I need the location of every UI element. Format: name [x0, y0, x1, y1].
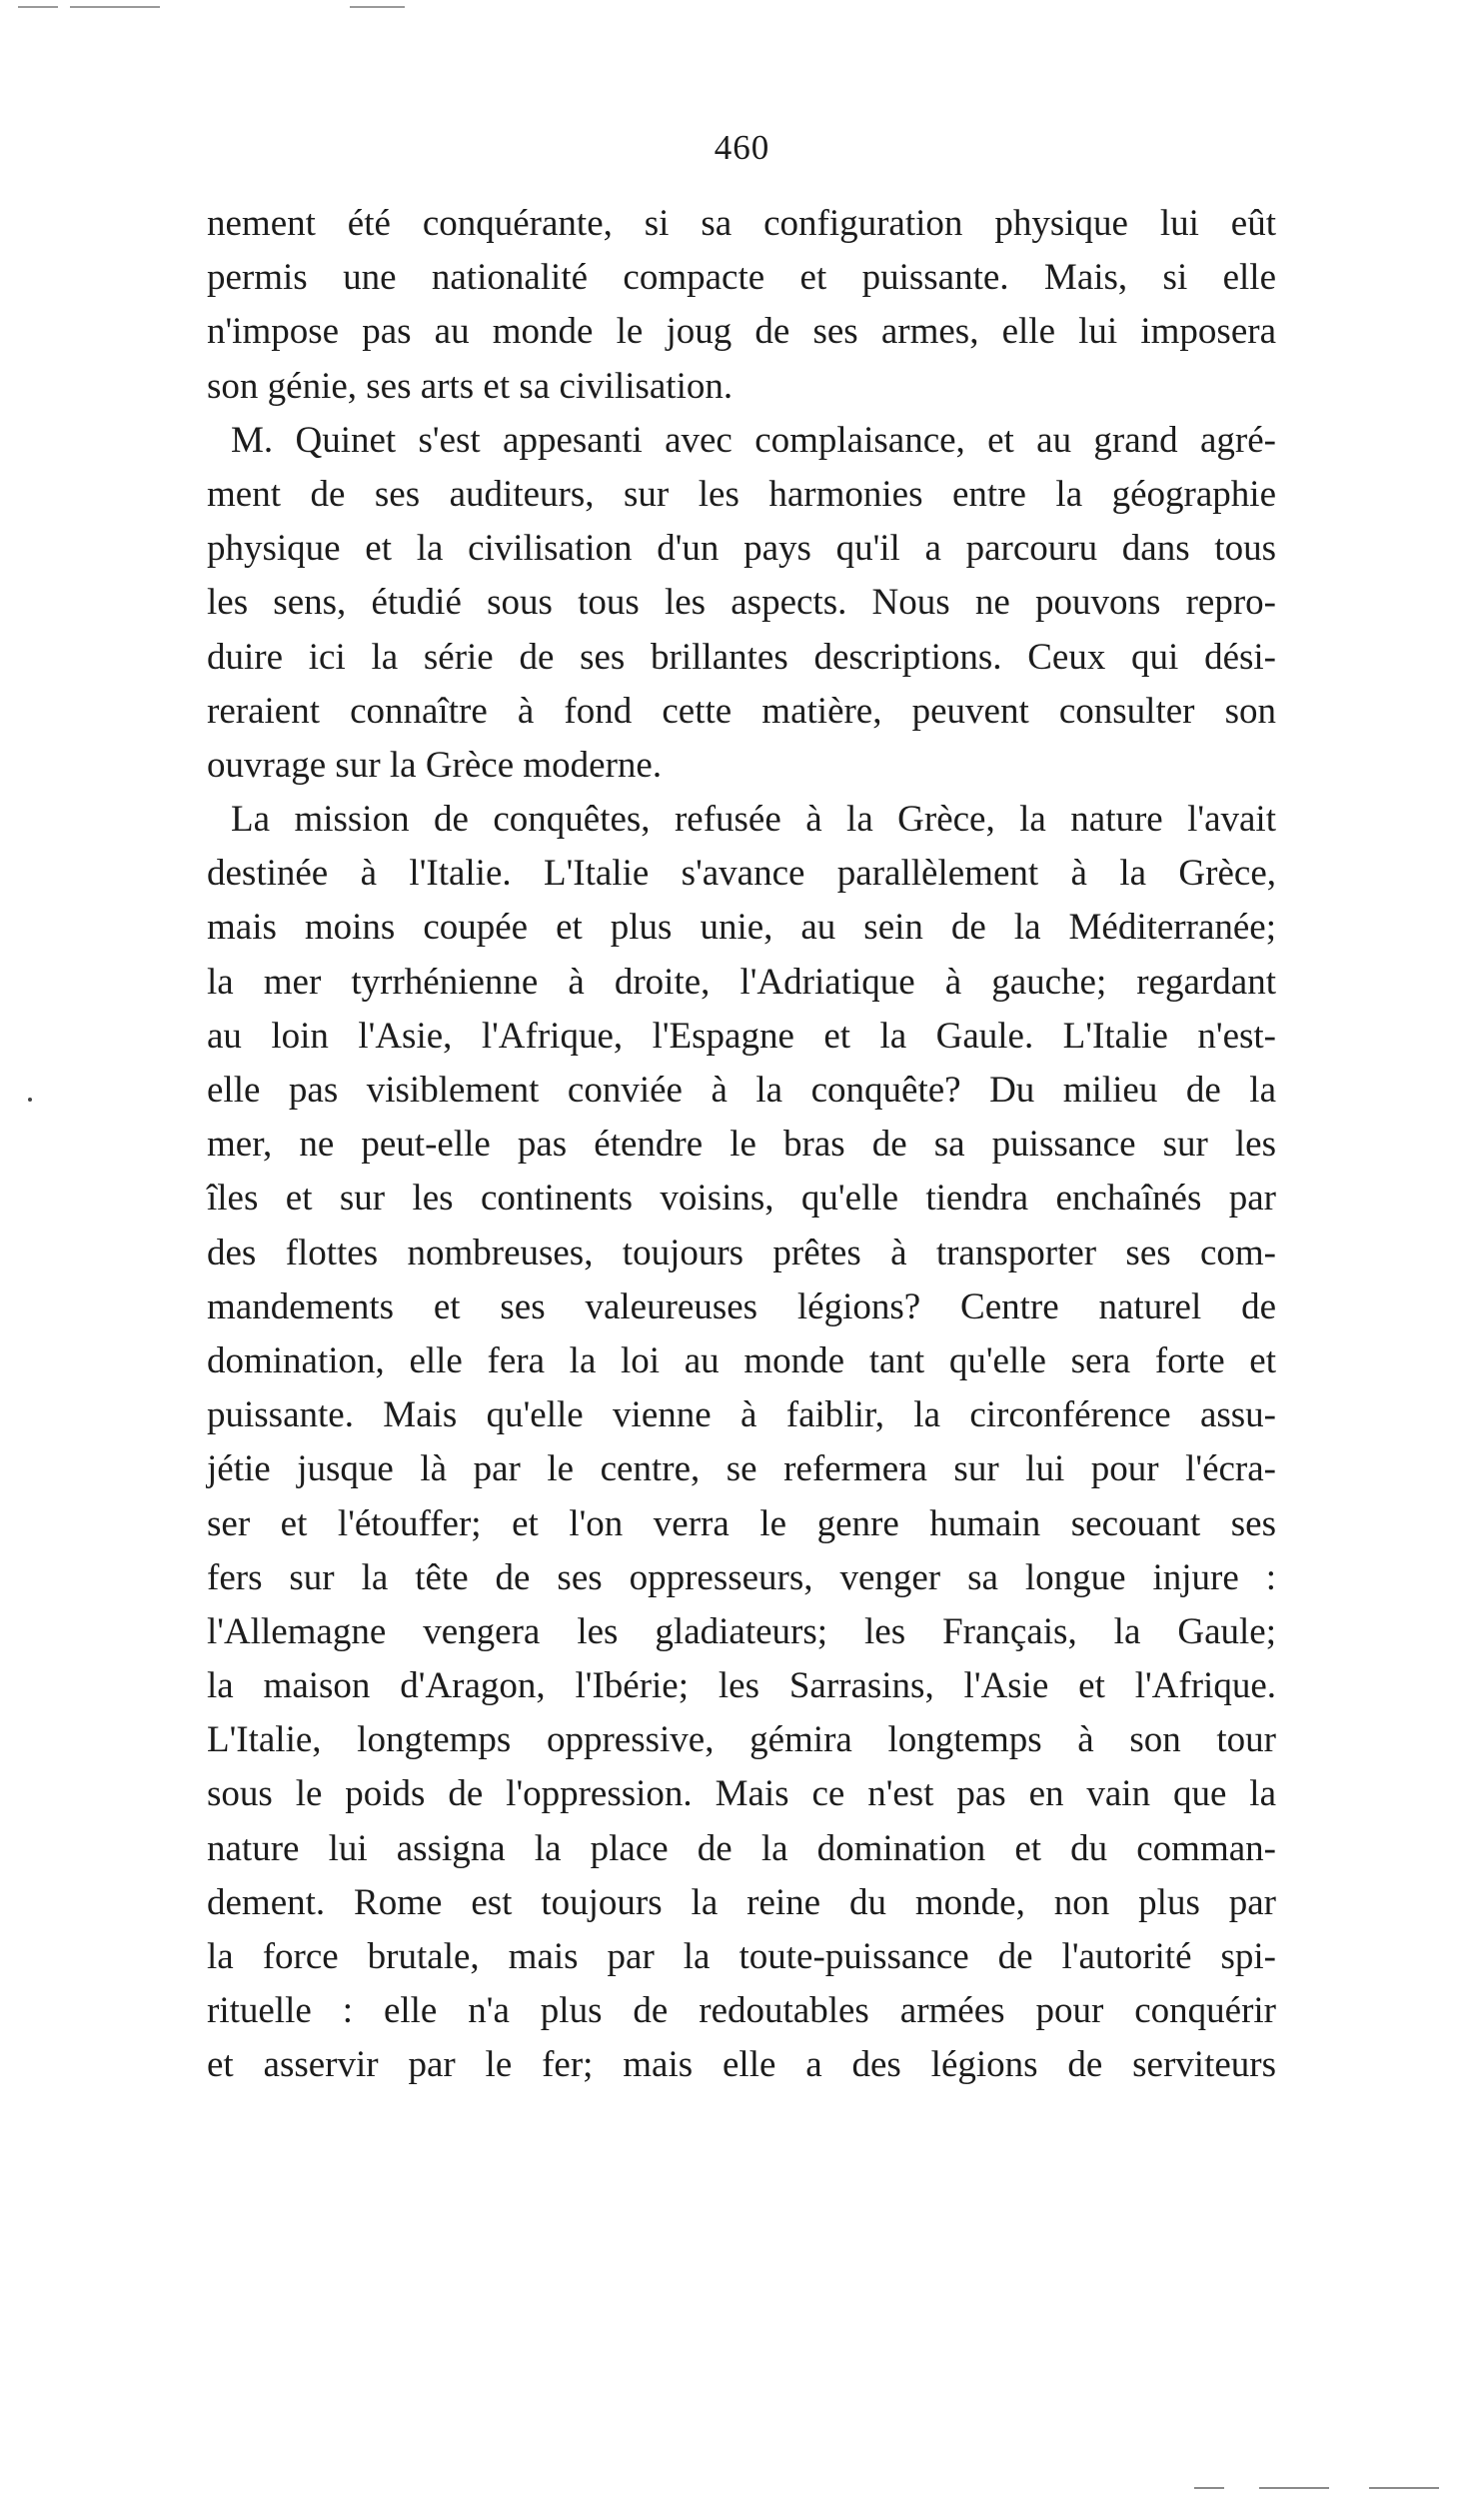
text-line: nature lui assigna la place de la domination et du comman-: [207, 1827, 1276, 1869]
text-line: l'Allemagne vengera les gladiateurs; les Français, la Gaule;: [207, 1610, 1276, 1652]
text-line: M. Quinet s'est appesanti avec complaisance, et au grand agré-: [231, 419, 1276, 461]
text-line: elle pas visiblement conviée à la conquête? Du milieu de la: [207, 1070, 1276, 1111]
text-line: mer, ne peut-elle pas étendre le bras de sa puissance sur les: [207, 1124, 1276, 1166]
text-line: reraient connaître à fond cette matière, peuvent consulter son: [207, 690, 1276, 732]
text-line: la mer tyrrhénienne à droite, l'Adriatique à gauche; regardant: [207, 961, 1276, 1003]
body-text: [207, 197, 1276, 2093]
text-line: ment de ses auditeurs, sur les harmonies entre la géographie: [207, 473, 1276, 515]
top-edge-mark: [18, 6, 58, 8]
text-line: permis une nationalité compacte et puissante. Mais, si elle: [207, 257, 1276, 299]
top-edge-mark: [350, 6, 405, 8]
margin-speck: [28, 1098, 32, 1102]
text-line: son génie, ses arts et sa civilisation.: [207, 365, 734, 407]
text-line: au loin l'Asie, l'Afrique, l'Espagne et la Gaule. L'Italie n'est-: [207, 1015, 1276, 1057]
text-line: dement. Rome est toujours la reine du monde, non plus par: [207, 1881, 1276, 1923]
text-line: îles et sur les continents voisins, qu'elle tiendra enchaînés par: [207, 1178, 1276, 1220]
bottom-edge-mark: [1194, 2487, 1224, 2489]
text-line: physique et la civilisation d'un pays qu'il a parcouru dans tous: [207, 528, 1276, 570]
text-line: la maison d'Aragon, l'Ibérie; les Sarrasins, l'Asie et l'Afrique.: [207, 1665, 1276, 1707]
text-line: n'impose pas au monde le joug de ses armes, elle lui imposera: [207, 311, 1276, 353]
bottom-edge-mark: [1259, 2487, 1329, 2489]
text-line: ser et l'étouffer; et l'on verra le genre humain secouant ses: [207, 1502, 1276, 1544]
text-line: ouvrage sur la Grèce moderne.: [207, 744, 663, 786]
text-line: puissante. Mais qu'elle vienne à faiblir, la circonférence assu-: [207, 1394, 1276, 1436]
text-line: nement été conquérante, si sa configuration physique lui eût: [207, 203, 1276, 244]
page-number: 460: [714, 128, 770, 167]
text-line: des flottes nombreuses, toujours prêtes à transporter ses com-: [207, 1232, 1276, 1273]
bottom-edge-mark: [1369, 2487, 1439, 2489]
text-line: mais moins coupée et plus unie, au sein de la Méditerranée;: [207, 907, 1276, 949]
text-line: les sens, étudié sous tous les aspects. Nous ne pouvons repro-: [207, 582, 1276, 624]
text-line: et asservir par le fer; mais elle a des légions de serviteurs: [207, 2044, 1276, 2086]
text-line: destinée à l'Italie. L'Italie s'avance parallèlement à la Grèce,: [207, 853, 1276, 895]
text-line: domination, elle fera la loi au monde tant qu'elle sera forte et: [207, 1339, 1276, 1381]
text-line: fers sur la tête de ses oppresseurs, venger sa longue injure :: [207, 1556, 1276, 1598]
text-line: duire ici la série de ses brillantes descriptions. Ceux qui dési-: [207, 636, 1276, 678]
text-line: jétie jusque là par le centre, se refermera sur lui pour l'écra-: [207, 1448, 1276, 1490]
text-line: L'Italie, longtemps oppressive, gémira longtemps à son tour: [207, 1719, 1276, 1761]
text-line: La mission de conquêtes, refusée à la Grèce, la nature l'avait: [231, 799, 1276, 841]
text-line: rituelle : elle n'a plus de redoutables armées pour conquérir: [207, 1990, 1276, 2032]
top-edge-mark: [70, 6, 160, 8]
text-line: mandements et ses valeureuses légions? Centre naturel de: [207, 1285, 1276, 1327]
text-line: sous le poids de l'oppression. Mais ce n'est pas en vain que la: [207, 1773, 1276, 1815]
text-line: la force brutale, mais par la toute-puissance de l'autorité spi-: [207, 1936, 1276, 1977]
